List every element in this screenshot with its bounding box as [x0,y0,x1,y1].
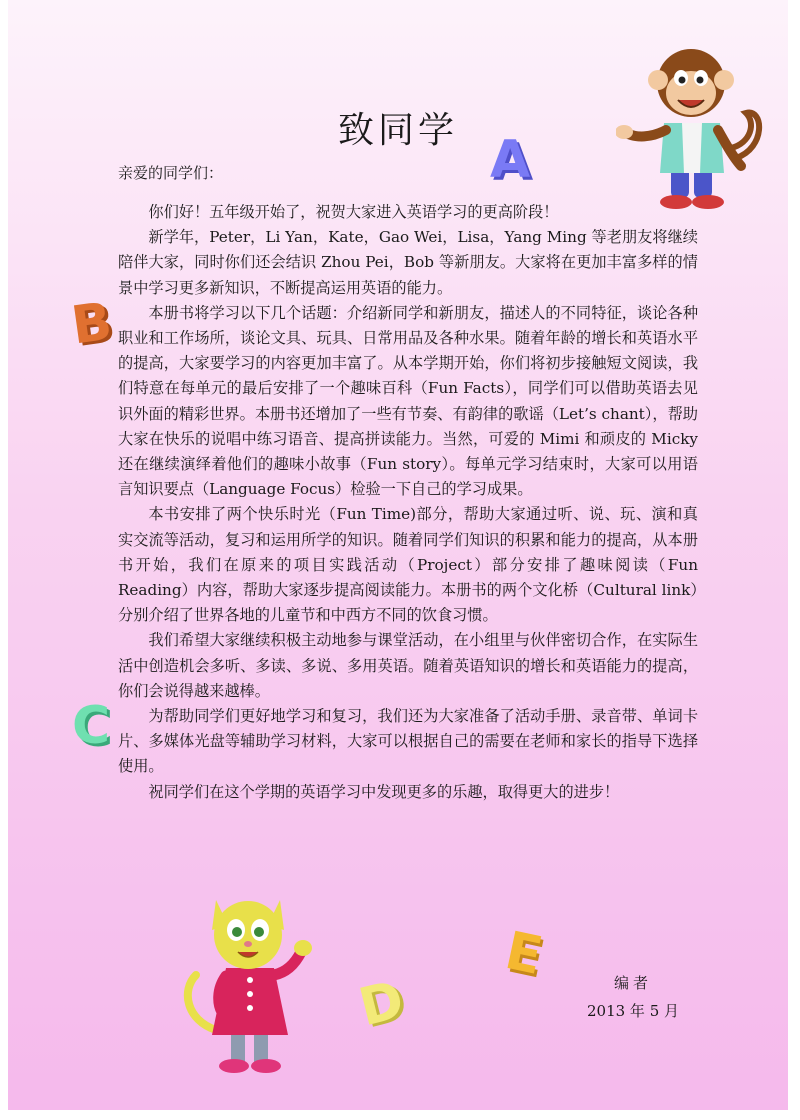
paragraph: 你们好！五年级开始了，祝贺大家进入英语学习的更高阶段！ [148,203,559,221]
decor-letter-e: E [500,920,548,988]
decor-letter-b: B [68,291,116,357]
page [8,0,788,1110]
signature-date: 2013 年 5 月 [586,1002,680,1020]
cat-illustration [176,880,326,1080]
signature-author: 编者 [613,974,652,992]
paragraph: 本册书将学习以下几个话题：介绍新同学和新朋友，描述人的不同特征，谈论各种职业和工作场所，谈论文具、玩具、日常用品及各种水果。随着年龄的增长和英语水平的提高，大家要学习的内容更加丰富了。从本学期开始，你们将初步接触短文阅读，我们特意在每单元的最后安排了一个趣味百科（Fun Facts），同学们可以借助英语去见识外面的精彩世界。本册书还增加了一些有节奏、有韵律的歌谣（Let’s chant），帮助大家在快乐的说唱中练习语音、提高拼读能力。当然，可爱的 Mimi 和顽皮的 Micky 还在继续演绎着他们的趣味小故事（Fun story）。每单元学习结束时，大家可以用语言知识要点（Language Focus）检验一下自己的学习成果。 [118,303,698,499]
paragraph: 我们希望大家继续积极主动地参与课堂活动，在小组里与伙伴密切合作，在实际生活中创造机会多听、多读、多说、多用英语。随着英语知识的增长和英语能力的提高，你们会说得越来越棒。 [118,631,698,700]
decor-letter-c: C [72,696,111,756]
salutation: 亲爱的同学们： [118,164,224,182]
decor-letter-a: A [490,130,531,190]
paragraph: 新学年，Peter，Li Yan，Kate，Gao Wei，Lisa，Yang Ming 等老朋友将继续陪伴大家，同时你们还会结识 Zhou Pei，Bob 等新朋友。大家将在更加丰富多样的情景中学习更多新知识，不断提高运用英语的能力。 [118,228,698,297]
paragraph: 本书安排了两个快乐时光（Fun Time)部分，帮助大家通过听、说、玩、演和真实交流等活动，复习和运用所学的知识。随着同学们知识的积累和能力的提高，从本册书开始，我们在原来的项目实践活动（Project）部分安排了趣味阅读（Fun Reading）内容，帮助大家逐步提高阅读能力。本册书的两个文化桥（Cultural link）分别介绍了世界各地的儿童节和中西方不同的饮食习惯。 [118,505,698,625]
decor-letter-d: D [353,969,410,1039]
page-title: 致同学 [337,110,458,152]
monkey-illustration [616,38,766,213]
paragraph: 为帮助同学们更好地学习和复习，我们还为大家准备了活动手册、录音带、单词卡片、多媒体光盘等辅助学习材料，大家可以根据自己的需要在老师和家长的指导下选择使用。 [118,707,698,776]
letter-body [118,200,698,805]
paragraph: 祝同学们在这个学期的英语学习中发现更多的乐趣，取得更大的进步！ [148,782,620,801]
